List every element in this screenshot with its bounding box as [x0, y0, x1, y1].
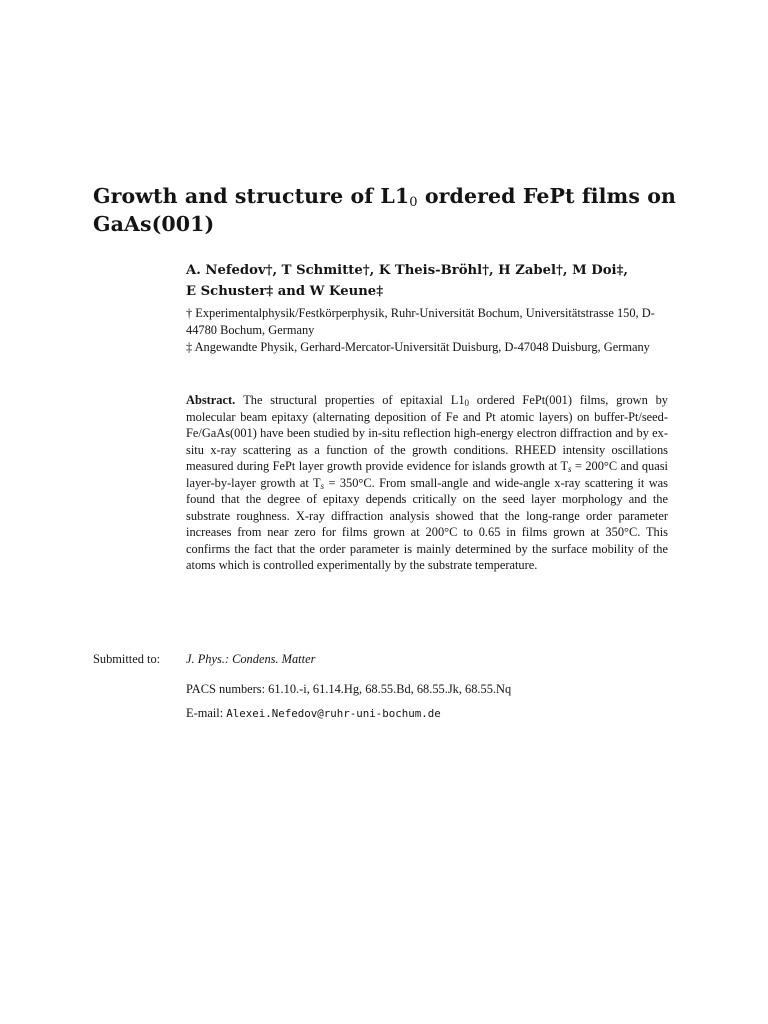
title-subscript: 0 — [409, 195, 418, 210]
title-prefix: Growth and structure of L1 — [93, 184, 410, 208]
affiliation-duisburg: ‡ Angewandte Physik, Gerhard-Mercator-Universität Duisburg, D-47048 Duisburg, Germany — [186, 340, 650, 354]
abstract-text-4: = 350°C. From small-angle and wide-angle x-ray scattering it was found that the degree of epitaxy depends critically on the seed layer morphology and the substrate roughness. X-ray diffraction analysis showed that the long-range order parameter increases from near zero for films grown at 200°C to 0.65 in films grown at 350°C. This confirms the fact that the order parameter is mainly determined by the surface mobility of the atoms which is controlled experimentally by the substrate temperature. — [186, 475, 669, 572]
abstract-text-1: The structural properties of epitaxial L1 — [243, 393, 465, 407]
authors-line-1: A. Nefedov†, T Schmitte†, K Theis-Bröhl†, H Zabel†, M Doi‡, — [186, 263, 629, 278]
journal-name: J. Phys.: Condens. Matter — [186, 652, 316, 666]
email-address: Alexei.Nefedov@ruhr-uni-bochum.de — [226, 707, 441, 720]
paper-title — [93, 182, 693, 238]
title-suffix: ordered FePt films on GaAs(001) — [93, 184, 676, 236]
authors-line-2: E Schuster‡ and W Keune‡ — [186, 284, 384, 299]
abstract-text-2: ordered FePt(001) films, grown by molecular beam epitaxy (alternating deposition of Fe and Pt atomic layers) on buffer-Pt/seed-Fe/GaAs(001) have been studied by in-situ reflection high-energy electron diffraction and by ex-situ x-ray scattering as a function of the growth conditions. RHEED intensity oscillations measured during FePt layer growth provide evidence for islands growth at T — [186, 393, 668, 473]
email-label: E-mail: — [186, 706, 224, 720]
abstract-subscript-s-2: s — [320, 480, 325, 491]
submitted-label: Submitted to: — [93, 652, 161, 666]
affiliation-bochum: † Experimentalphysik/Festkörperphysik, Ruhr-Universität Bochum, Universitätstrasse 150, D-44780 Bochum, Germany — [186, 306, 655, 337]
abstract — [186, 392, 668, 574]
abstract-heading: Abstract. — [186, 393, 236, 407]
author-list — [186, 260, 668, 302]
pacs-numbers: PACS numbers: 61.10.-i, 61.14.Hg, 68.55.Bd, 68.55.Jk, 68.55.Nq — [186, 682, 512, 696]
affiliations — [186, 305, 668, 356]
email-line — [186, 705, 668, 722]
abstract-subscript-0: 0 — [464, 398, 470, 408]
abstract-subscript-s-1: s — [568, 464, 572, 474]
abstract-text-3: = 200°C and quasi layer-by-layer growth at T — [186, 459, 668, 490]
